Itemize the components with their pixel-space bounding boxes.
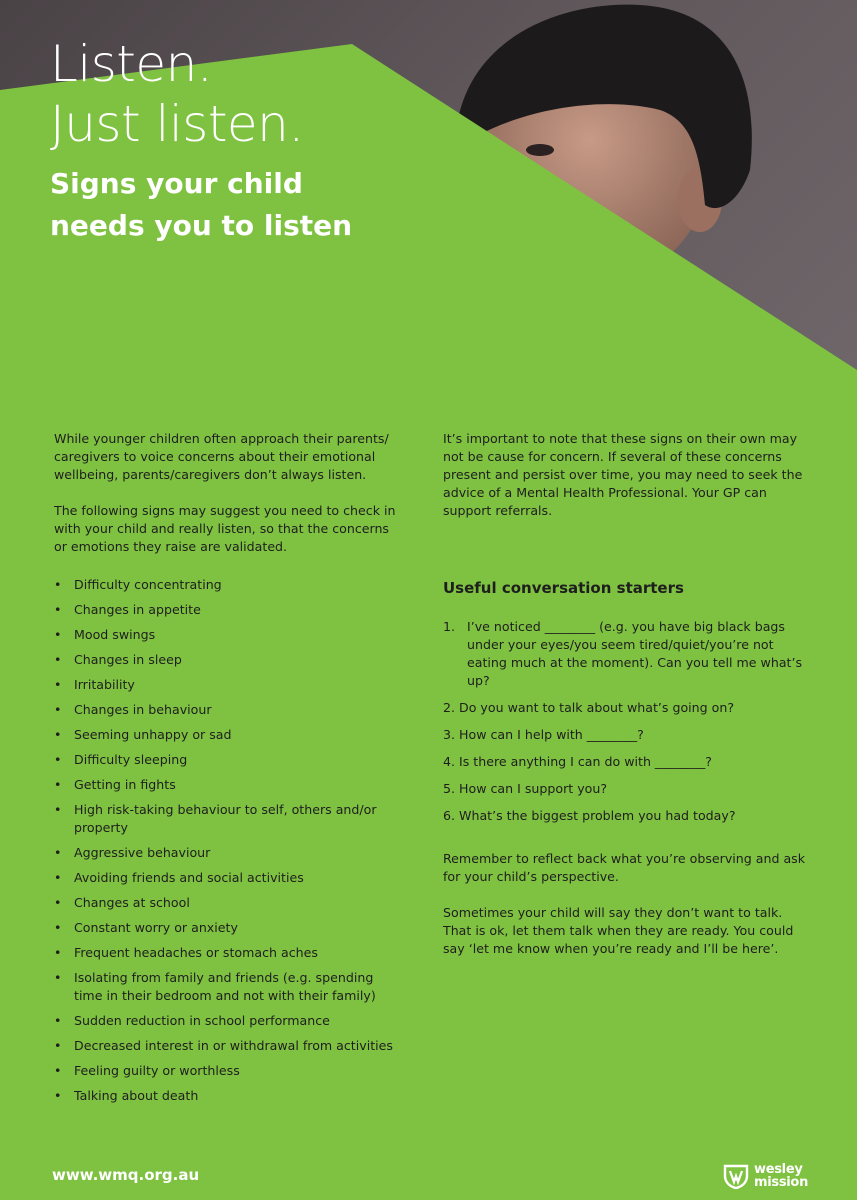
bullet-icon: • [54, 1038, 62, 1053]
bullet-icon: • [54, 677, 62, 692]
remember-paragraph: Remember to reflect back what you’re observing and ask for your child’s perspective. [443, 851, 806, 884]
bullet-icon: • [54, 802, 62, 817]
list-item [443, 618, 808, 690]
bullet-icon: • [54, 652, 62, 667]
bullet-icon: • [54, 970, 62, 985]
list-item: 3. How can I help with ________? [443, 727, 644, 742]
list-item: • Sudden reduction in school performance [54, 1013, 330, 1028]
bullet-icon: • [54, 777, 62, 792]
list-item: • High risk-taking behaviour to self, others and/or property [54, 802, 377, 835]
bullet-icon: • [54, 920, 62, 935]
bullet-icon: • [54, 577, 62, 592]
list-item: • Talking about death [54, 1088, 199, 1103]
list-item: • Constant worry or anxiety [54, 920, 238, 935]
list-item: • Decreased interest in or withdrawal from activities [54, 1038, 393, 1053]
list-item: 4. Is there anything I can do with ________? [443, 754, 712, 769]
page-subtitle: Signs your child needs you to listen [50, 167, 353, 242]
logo-line-1: wesley [754, 1162, 803, 1177]
list-item: • Aggressive behaviour [54, 845, 211, 860]
logo-text [754, 1163, 808, 1189]
title-line-2: Just listen. [50, 95, 304, 153]
list-item: 6. What’s the biggest problem you had today? [443, 808, 736, 823]
bullet-icon: • [54, 895, 62, 910]
bullet-icon: • [54, 627, 62, 642]
starter-text: I’ve noticed ________ (e.g. you have big black bags under your eyes/you seem tired/quiet/you’re not eating much at the moment). Can you tell me what’s up? [467, 619, 803, 688]
intro-paragraph-1: While younger children often approach their parents/ caregivers to voice concerns about their emotional wellbeing, parents/caregivers don’t always listen. [54, 431, 389, 482]
list-item: • Isolating from family and friends (e.g. spending time in their bedroom and not with their family) [54, 970, 376, 1003]
list-item: • Seeming unhappy or sad [54, 727, 232, 742]
title-line-1: Listen. [50, 35, 213, 93]
starters-heading: Useful conversation starters [443, 579, 684, 597]
list-item: • Changes at school [54, 895, 190, 910]
logo-mark-icon [722, 1162, 750, 1190]
list-item: • Avoiding friends and social activities [54, 870, 304, 885]
list-item: 5. How can I support you? [443, 781, 608, 796]
bullet-icon: • [54, 945, 62, 960]
list-item: • Irritability [54, 677, 135, 692]
wesley-mission-logo [722, 1160, 812, 1192]
bullet-icon: • [54, 727, 62, 742]
page-title [50, 34, 304, 154]
list-item: • Changes in behaviour [54, 702, 212, 717]
footer-url: www.wmq.org.au [52, 1166, 200, 1184]
list-item: • Getting in fights [54, 777, 176, 792]
left-column [54, 430, 399, 1112]
bullet-icon: • [54, 870, 62, 885]
sometimes-paragraph: Sometimes your child will say they don’t want to talk. That is ok, let them talk when they are ready. You could say ‘let me know when you’re ready and I’ll be here’. [443, 905, 794, 956]
bullet-icon: • [54, 602, 62, 617]
conversation-starters-list [443, 618, 808, 825]
logo-line-2: mission [754, 1175, 809, 1190]
bullet-icon: • [54, 1063, 62, 1078]
right-column [443, 430, 808, 958]
list-item: • Difficulty sleeping [54, 752, 188, 767]
bullet-icon: • [54, 752, 62, 767]
bullet-icon: • [54, 1013, 62, 1028]
bullet-icon: • [54, 702, 62, 717]
list-item: • Feeling guilty or worthless [54, 1063, 240, 1078]
bullet-icon: • [54, 845, 62, 860]
intro-paragraph-2: The following signs may suggest you need to check in with your child and really listen, so that the concerns or emotions they raise are validated. [54, 503, 396, 554]
list-number: 1. [443, 619, 456, 634]
bullet-icon: • [54, 1088, 62, 1103]
signs-list [54, 576, 399, 1105]
note-paragraph: It’s important to note that these signs on their own may not be cause for concern. If several of these concerns present and persist over time, you may need to seek the advice of a Mental Health Professional. Your GP can support referrals. [443, 431, 803, 518]
list-item: • Changes in appetite [54, 602, 201, 617]
list-item: • Frequent headaches or stomach aches [54, 945, 318, 960]
list-item: • Changes in sleep [54, 652, 182, 667]
list-item: • Mood swings [54, 627, 156, 642]
list-item: 2. Do you want to talk about what’s going on? [443, 700, 734, 715]
list-item: • Difficulty concentrating [54, 577, 222, 592]
